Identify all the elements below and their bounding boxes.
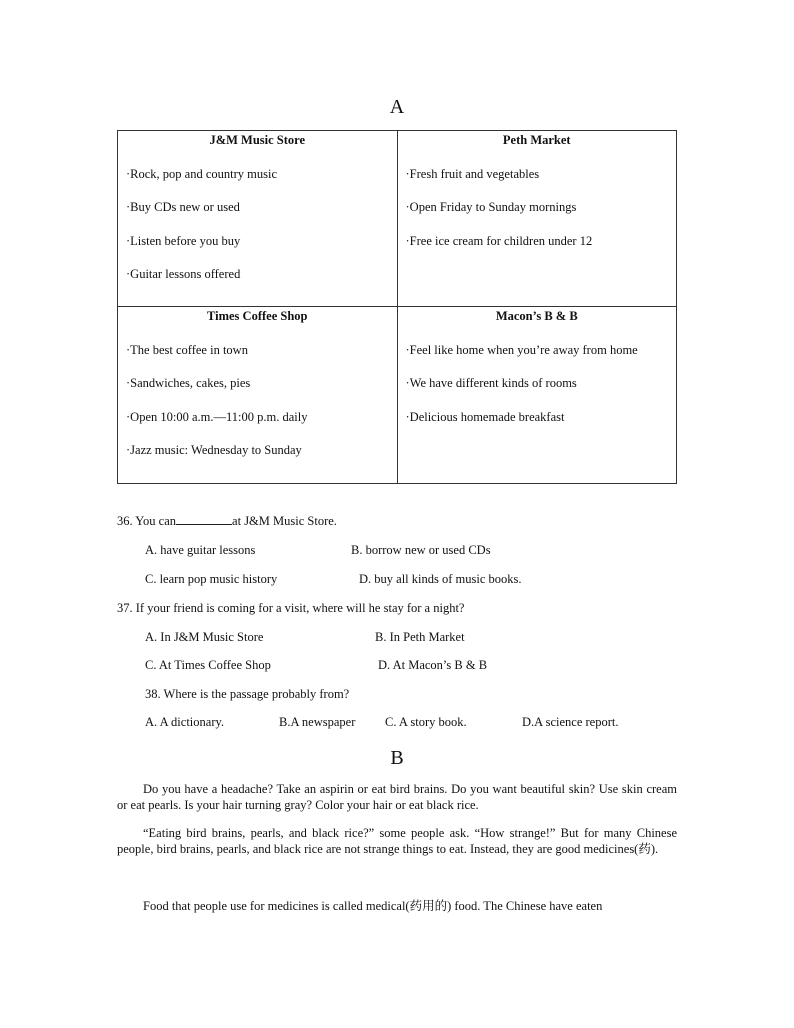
paragraph-2-text: “Eating bird brains, pearls, and black rice?” some people ask. “How strange!” But for many Chinese people, bird brains, pearls, and black rice are not strange things to eat. Instead, they are good medicines(药). bbox=[117, 826, 677, 856]
q36-option-b: B. borrow new or used CDs bbox=[351, 543, 491, 557]
q37-option-c: C. At Times Coffee Shop bbox=[145, 658, 271, 672]
ad-macons-bb bbox=[397, 307, 677, 484]
q36-option-d: D. buy all kinds of music books. bbox=[359, 572, 522, 586]
ad-jm-music-store bbox=[118, 131, 398, 307]
ads-table bbox=[117, 130, 677, 484]
q38-option-b: B.A newspaper bbox=[279, 715, 356, 729]
ad-item: ·Feel like home when you’re away from home bbox=[405, 342, 638, 357]
ad-item: ·We have different kinds of rooms bbox=[405, 376, 577, 390]
ad-item: ·The best coffee in town bbox=[126, 342, 248, 357]
question-38-stem: 38. Where is the passage probably from? bbox=[145, 687, 350, 701]
ad-peth-market bbox=[397, 131, 677, 307]
ad-item: ·Sandwiches, cakes, pies bbox=[126, 376, 251, 390]
paragraph-1-text: Do you have a headache? Take an aspirin or eat bird brains. Do you want beautiful skin? Use skin cream or eat pearls. Is your hair turning gray? Color your hair or eat black rice. bbox=[117, 782, 677, 812]
ad-item: ·Guitar lessons offered bbox=[126, 267, 241, 281]
paragraph-2 bbox=[117, 825, 677, 857]
paragraph-3 bbox=[117, 898, 677, 914]
ad-item: ·Free ice cream for children under 12 bbox=[405, 233, 593, 248]
q36-stem-before: 36. You can bbox=[117, 514, 177, 528]
q38-option-c: C. A story book. bbox=[385, 715, 467, 729]
q36-stem-after: at J&M Music Store. bbox=[232, 514, 337, 528]
ad-item: ·Listen before you buy bbox=[126, 233, 241, 248]
answer-blank bbox=[176, 514, 232, 525]
q38-option-a: A. A dictionary. bbox=[145, 715, 225, 729]
section-b-label: B bbox=[390, 747, 404, 769]
q36-option-c: C. learn pop music history bbox=[145, 572, 278, 586]
ad-title: Macon’s B & B bbox=[495, 309, 578, 323]
q37-option-d: D. At Macon’s B & B bbox=[378, 658, 488, 672]
ad-item: ·Jazz music: Wednesday to Sunday bbox=[126, 443, 302, 457]
q37-option-b: B. In Peth Market bbox=[375, 630, 465, 644]
ad-times-coffee-shop bbox=[118, 307, 398, 484]
ad-item: ·Open 10:00 a.m.—11:00 p.m. daily bbox=[126, 409, 308, 424]
ad-item: ·Rock, pop and country music bbox=[126, 166, 278, 181]
q36-option-a: A. have guitar lessons bbox=[145, 543, 256, 557]
ad-item: ·Open Friday to Sunday mornings bbox=[405, 200, 577, 214]
question-36-stem bbox=[117, 514, 337, 529]
q38-option-d: D.A science report. bbox=[522, 715, 619, 729]
question-37-stem: 37. If your friend is coming for a visit, where will he stay for a night? bbox=[117, 601, 465, 615]
section-a-label: A bbox=[389, 96, 405, 118]
ad-title: Peth Market bbox=[502, 133, 571, 147]
ad-title: Times Coffee Shop bbox=[207, 309, 308, 323]
ad-item: ·Buy CDs new or used bbox=[126, 200, 240, 214]
ad-item: ·Fresh fruit and vegetables bbox=[405, 166, 540, 181]
q37-option-a: A. In J&M Music Store bbox=[145, 630, 264, 644]
ad-item: ·Delicious homemade breakfast bbox=[405, 409, 565, 424]
paragraph-1 bbox=[117, 781, 677, 813]
ad-title: J&M Music Store bbox=[209, 133, 306, 147]
paragraph-3-text: Food that people use for medicines is called medical(药用的) food. The Chinese have eaten bbox=[143, 899, 603, 913]
